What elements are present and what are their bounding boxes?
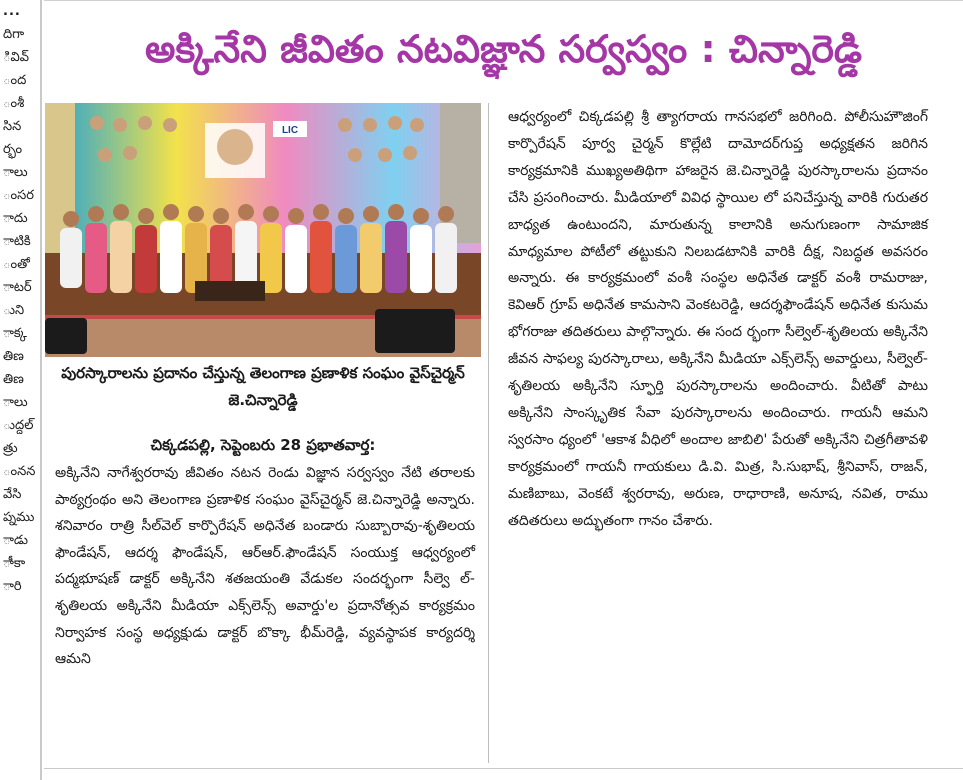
top-rule	[44, 0, 963, 1]
prev-column-fragment: త్రు	[3, 441, 18, 456]
prev-column-fragment: ాడు	[3, 533, 29, 548]
article-body-column-2	[508, 104, 928, 535]
column-divider	[488, 103, 489, 763]
prev-column-fragment: ాీకా	[3, 556, 26, 571]
bottom-rule	[44, 768, 963, 769]
prev-column-fragment: వేసి	[3, 487, 22, 502]
prev-column-fragment: తిణ	[3, 349, 24, 364]
prev-column-fragment: ర్భం	[3, 142, 23, 157]
prev-column-fragment: ంతో	[3, 257, 30, 272]
prev-column-fragment: ంనన	[3, 464, 36, 479]
prev-column-fragment: ప్నము	[3, 510, 35, 525]
speaker-right	[375, 309, 455, 353]
prev-column-fragment: ాలు	[3, 395, 28, 410]
prev-column-fragment: ాలు	[3, 165, 28, 180]
svg-text:LIC: LIC	[281, 125, 299, 136]
photo-illustration	[45, 103, 481, 357]
prev-column-fragment: ుని	[3, 303, 25, 318]
body-paragraph: ఆధ్వర్యంలో చిక్కడపల్లి శ్రీ త్యాగరాయ గానసభలో జరిగింది. పోలీసుహౌజింగ్ కార్పొరేషన్ పూర్వ చైర్మన్ కొల్లేటి దామోదర్‌గుప్త అధ్యక్షతన జరిగిన కార్యక్రమానికి ముఖ్యఅతిథిగా హాజరైన జె.చిన్నారెడ్డి పురస్కారాలను ప్రదానం చేసి ప్రసంగించారు. మీడియాలో వివిధ స్థాయిల లో పనిచేస్తున్న వారికి గురుతర బాధ్యత ఉంటుందని, మారుతున్న కాలానికి అనుగుణంగా సామాజిక మాధ్యమాల పోటీలో తట్టుకుని నిలబడటానికి వారికి దీక్ష, నిబద్ధత అవసరం అన్నారు. ఈ కార్యక్రమంలో వంశీ సంస్థల అధినేత డాక్టర్ వంశీ రామరాజు, కెవిఆర్ గ్రూప్ అధినేత కామసాని వెంకటరెడ్డి, ఆదర్శఫౌండేషన్ అధినేత కుసుమ భోగరాజు తదితరులు పాల్గొన్నారు. ఈ సంద ర్భంగా సీల్వెల్-శృతిలయ అక్కినేని జీవన సాఫల్య పురస్కారాలు, అక్కినేని మీడియా ఎక్స్‌లెన్స్ అవార్డులు, సీల్వెల్-శృతిలయ అక్కినేని స్ఫూర్తి పురస్కారాలను అందించారు. వీటితో పాటు అక్కినేని సాంస్కృతిక సేవా పురస్కారాలను అందించారు. గాయనీ ఆమని స్వరసాం ధ్యంలో 'ఆకాశ వీధిలో అందాల జాబిలి' పేరుతో అక్కినేని చిత్రగీతావళి కార్యక్రమంలో గాయనీ గాయకులు డి.వి. మిత్ర, సి.సుభాష్, శ్రీనివాస్, రాజన్, మణిబాబు, వెంకటే శ్వరరావు, అరుణ, రాధారాణి, అనూష, నవిత, రాము తదితరులు అద్భుతంగా గానం చేశారు.	[508, 109, 928, 529]
previous-article-column	[0, 0, 42, 780]
prev-column-fragment: ివివ్	[3, 50, 30, 65]
photo-caption: పురస్కారాలను ప్రదానం చేస్తున్న తెలంగాణ ప్రణాళిక సంఘం వైస్‌చైర్మన్ జె.చిన్నారెడ్డి	[61, 364, 465, 409]
prev-column-fragment: ...	[3, 4, 21, 19]
article-dateline: చిక్కడపల్లి, సెప్టెంబరు 28 ప్రభాతవార్త:	[150, 436, 376, 454]
speaker-left	[45, 318, 87, 354]
article-headline: అక్కినేని జీవితం నటవిజ్ఞాన సర్వస్వం : చిన్నారెడ్డి	[144, 27, 863, 71]
prev-column-fragment: ాక్క	[3, 326, 27, 341]
body-paragraph: అక్కినేని నాగేశ్వరరావు జీవితం నటన రెండు విజ్ఞాన సర్వస్వం నేటి తరాలకు పాఠ్యగ్రంథం అని తెలంగాణ ప్రణాళిక సంఘం వైస్‌చైర్మన్ జె.చిన్నారెడ్డి అన్నారు. శనివారం రాత్రి సీల్‌వెల్ కార్పొరేషన్ అధినేత బండారు సుబ్బారావు-శృతిలయ ఫౌండేషన్, ఆదర్శ ఫౌండేషన్, ఆర్ఆర్.ఫౌండేషన్ సంయుక్త ఆధ్వర్యంలో పద్మభూషణ్ డాక్టర్ అక్కినేని శతజయంతి వేడుకల సందర్భంగా సీల్వె ల్-శృతిలయ అక్కినేని మీడియా ఎక్స్‌లెన్స్ అవార్డు'ల ప్రదానోత్సవ కార్యక్రమం నిర్వాహక సంస్థ అధ్యక్షుడు డాక్టర్ బొక్కా భీమ్‌రెడ్డి, వ్యవస్థాపక కార్యదర్శి ఆమని	[55, 465, 475, 668]
prev-column-fragment: ంసర	[3, 188, 34, 203]
prev-column-fragment: దిగా	[3, 27, 25, 42]
event-photo	[45, 103, 481, 357]
prev-column-fragment: ంశీ	[3, 96, 25, 111]
prev-column-fragment: ుద్దల్	[3, 418, 34, 433]
prev-column-fragment: సిన	[3, 119, 22, 134]
prev-column-fragment: ాదు	[3, 211, 28, 226]
prev-column-fragment: ాటర్	[3, 280, 32, 295]
prev-column-fragment: ాటికి	[3, 234, 31, 249]
prev-column-fragment: తిణ	[3, 372, 24, 387]
article-body-column-1	[55, 460, 475, 673]
prev-column-fragment: ంద	[3, 73, 27, 88]
prev-column-fragment: ారి	[3, 579, 22, 594]
